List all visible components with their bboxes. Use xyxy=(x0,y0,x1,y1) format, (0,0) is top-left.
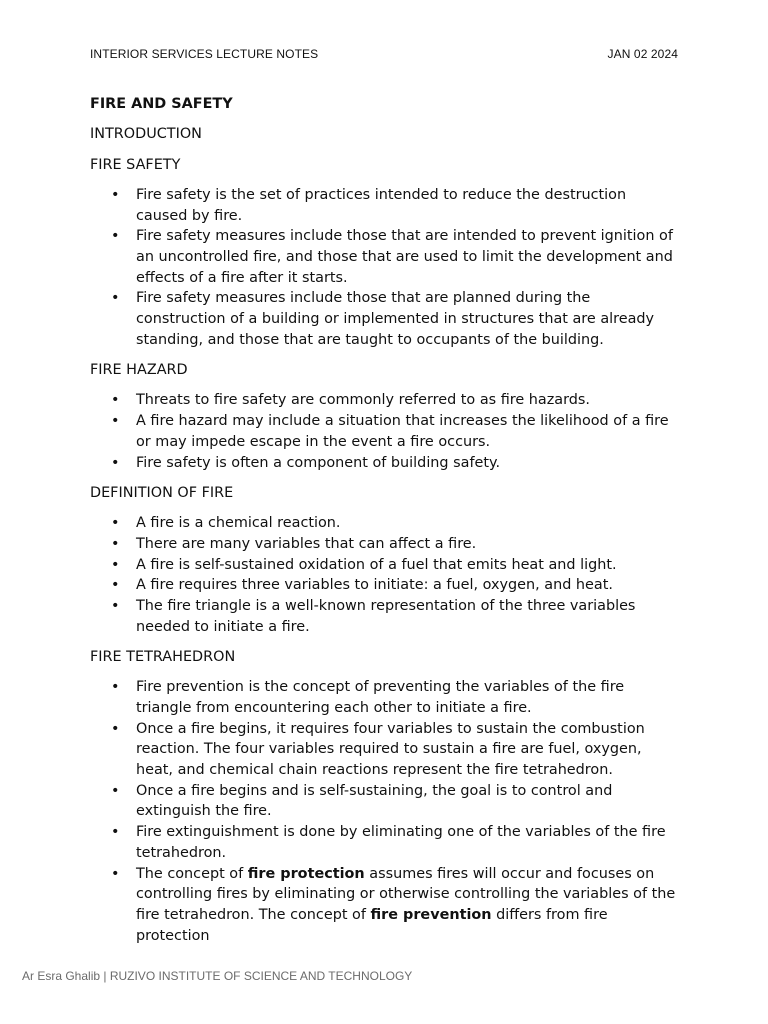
fire-safety-list xyxy=(90,185,680,351)
header-course-title: INTERIOR SERVICES LECTURE NOTES xyxy=(90,47,319,61)
section-heading-fire-safety: FIRE SAFETY xyxy=(90,156,181,173)
list-item: • Fire extinguishment is done by eliminating one of the variables of the fire tetrahedron. xyxy=(136,822,680,863)
list-item: • The fire triangle is a well-known representation of the three variables needed to initiate a fire. xyxy=(136,596,680,637)
bold-term-fire-protection: fire protection xyxy=(247,865,365,882)
text-run: assumes fires will occur and focuses on controlling fires by eliminating or otherwise controlling the variables of the fire tetrahedron. The concept of xyxy=(136,865,676,923)
document-body xyxy=(90,94,680,956)
list-item: • A fire requires three variables to initiate: a fuel, oxygen, and heat. xyxy=(136,575,680,596)
page-header xyxy=(90,47,678,61)
section-heading-fire-tetrahedron: FIRE TETRAHEDRON xyxy=(90,648,236,665)
list-item: • There are many variables that can affect a fire. xyxy=(136,534,680,555)
section-heading-introduction: INTRODUCTION xyxy=(90,126,202,143)
list-item-fire-protection xyxy=(136,864,680,947)
list-item: • Once a fire begins, it requires four variables to sustain the combustion reaction. The four variables required to sustain a fire are fuel, oxygen, heat, and chemical chain reactions represent the fire tetrahedron. xyxy=(136,719,680,781)
list-item: • Fire safety measures include those that are planned during the construction of a building or implemented in structures that are already standing, and those that are taught to occupants of the building. xyxy=(136,288,680,350)
bold-term-fire-prevention: fire prevention xyxy=(370,906,492,923)
list-item: • Fire safety is often a component of building safety. xyxy=(136,453,680,474)
list-item: • A fire is self-sustained oxidation of a fuel that emits heat and light. xyxy=(136,555,680,576)
section-heading-definition-of-fire: DEFINITION OF FIRE xyxy=(90,484,234,501)
list-item: • Once a fire begins and is self-sustaining, the goal is to control and extinguish the fire. xyxy=(136,781,680,822)
list-item: • Fire safety measures include those that are intended to prevent ignition of an uncontrolled fire, and those that are used to limit the development and effects of a fire after it starts. xyxy=(136,226,680,288)
document-title: FIRE AND SAFETY xyxy=(90,96,233,112)
list-item: • Fire safety is the set of practices intended to reduce the destruction caused by fire. xyxy=(136,185,680,226)
definition-of-fire-list xyxy=(90,513,680,637)
fire-hazard-list xyxy=(90,390,680,473)
list-item: • Threats to fire safety are commonly referred to as fire hazards. xyxy=(136,390,680,411)
list-item: • Fire prevention is the concept of preventing the variables of the fire triangle from encountering each other to initiate a fire. xyxy=(136,677,680,718)
header-date: JAN 02 2024 xyxy=(607,47,678,61)
list-item: • A fire is a chemical reaction. xyxy=(136,513,680,534)
text-run: differs from fire protection xyxy=(136,906,608,944)
fire-tetrahedron-list xyxy=(90,677,680,946)
page-footer: Ar Esra Ghalib | RUZIVO INSTITUTE OF SCIENCE AND TECHNOLOGY xyxy=(22,969,413,983)
text-run: The concept of xyxy=(136,865,248,882)
list-item: • A fire hazard may include a situation that increases the likelihood of a fire or may impede escape in the event a fire occurs. xyxy=(136,411,680,452)
section-heading-fire-hazard: FIRE HAZARD xyxy=(90,362,188,379)
